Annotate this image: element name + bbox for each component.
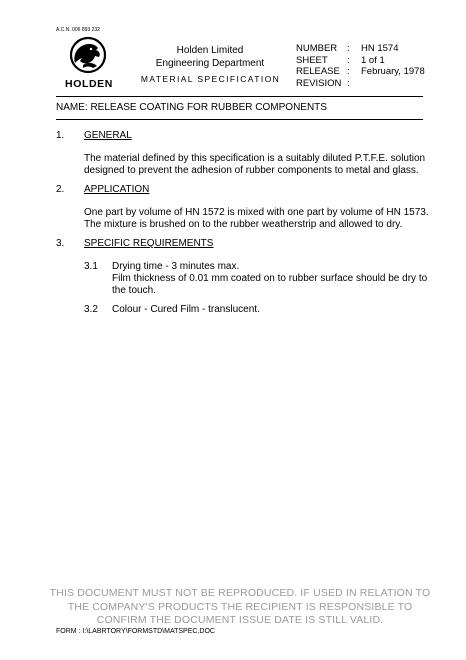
material-name: NAME: RELEASE COATING FOR RUBBER COMPONENTS <box>56 102 327 113</box>
item-number: 3.2 <box>84 304 98 315</box>
meta-colon: : <box>347 77 350 89</box>
section-heading-specific-requirements: SPECIFIC REQUIREMENTS <box>84 238 214 249</box>
section-body-general <box>84 153 425 177</box>
header-divider-bottom <box>56 119 423 120</box>
body-line: One part by volume of HN 1572 is mixed with one part by volume of HN 1573. <box>84 207 429 218</box>
meta-value: HN 1574 <box>361 43 399 54</box>
item-body-drying-time <box>112 261 427 297</box>
section-heading-application: APPLICATION <box>84 184 150 195</box>
body-line: Film thickness of 0.01 mm coated on to rubber surface should be dry to <box>112 273 428 284</box>
acn-number: A.C.N. 006 893 232 <box>56 27 100 33</box>
notice-line: THIS DOCUMENT MUST NOT BE REPRODUCED. IF USED IN RELATION TO <box>49 587 431 599</box>
holden-wordmark: HOLDEN <box>65 78 113 90</box>
section-number: 2. <box>56 184 65 195</box>
meta-row-number <box>296 43 425 55</box>
meta-colon: : <box>347 54 350 66</box>
meta-row-release <box>296 66 425 78</box>
meta-value: 1 of 1 <box>361 54 385 66</box>
company-line-1: Holden Limited <box>176 45 244 56</box>
form-path: FORM : I:\LABRTORY\FORMSTD\MATSPEC.DOC <box>56 628 215 635</box>
reproduction-notice <box>40 587 440 628</box>
meta-value <box>361 78 425 90</box>
body-line: designed to prevent the adhesion of rubber components to metal and glass. <box>84 165 419 176</box>
company-name <box>145 44 275 70</box>
body-line: The material defined by this specification is a suitably diluted P.T.F.E. solution <box>84 153 426 164</box>
section-number: 3. <box>56 238 65 249</box>
meta-value: February, 1978 <box>361 66 425 77</box>
body-line: the touch. <box>112 285 156 296</box>
notice-line: CONFIRM THE DOCUMENT ISSUE DATE IS STILL VALID. <box>96 614 384 626</box>
section-body-application <box>84 207 429 231</box>
meta-key: NUMBER <box>296 43 338 54</box>
header-divider-top <box>56 96 423 97</box>
meta-colon: : <box>347 66 350 77</box>
item-body-colour <box>112 304 260 316</box>
item-number: 3.1 <box>84 261 98 272</box>
meta-colon: : <box>347 43 350 54</box>
notice-line: THE COMPANY'S PRODUCTS THE RECIPIENT IS RESPONSIBLE TO <box>67 600 413 613</box>
body-line: Colour - Cured Film - translucent. <box>112 304 260 315</box>
meta-key: REVISION <box>296 77 342 89</box>
spec-title: MATERIAL SPECIFICATION <box>140 74 281 84</box>
meta-key: RELEASE <box>296 66 340 77</box>
meta-row-sheet <box>296 55 425 67</box>
company-line-2: Engineering Department <box>155 58 265 69</box>
section-heading-general: GENERAL <box>84 130 132 141</box>
document-meta-table <box>296 43 425 89</box>
body-line: Drying time - 3 minutes max. <box>112 261 240 272</box>
meta-key: SHEET <box>296 54 328 66</box>
body-line: The mixture is brushed on to the rubber weatherstrip and allowed to dry. <box>84 219 403 230</box>
meta-row-revision <box>296 78 425 90</box>
section-number: 1. <box>56 130 65 141</box>
